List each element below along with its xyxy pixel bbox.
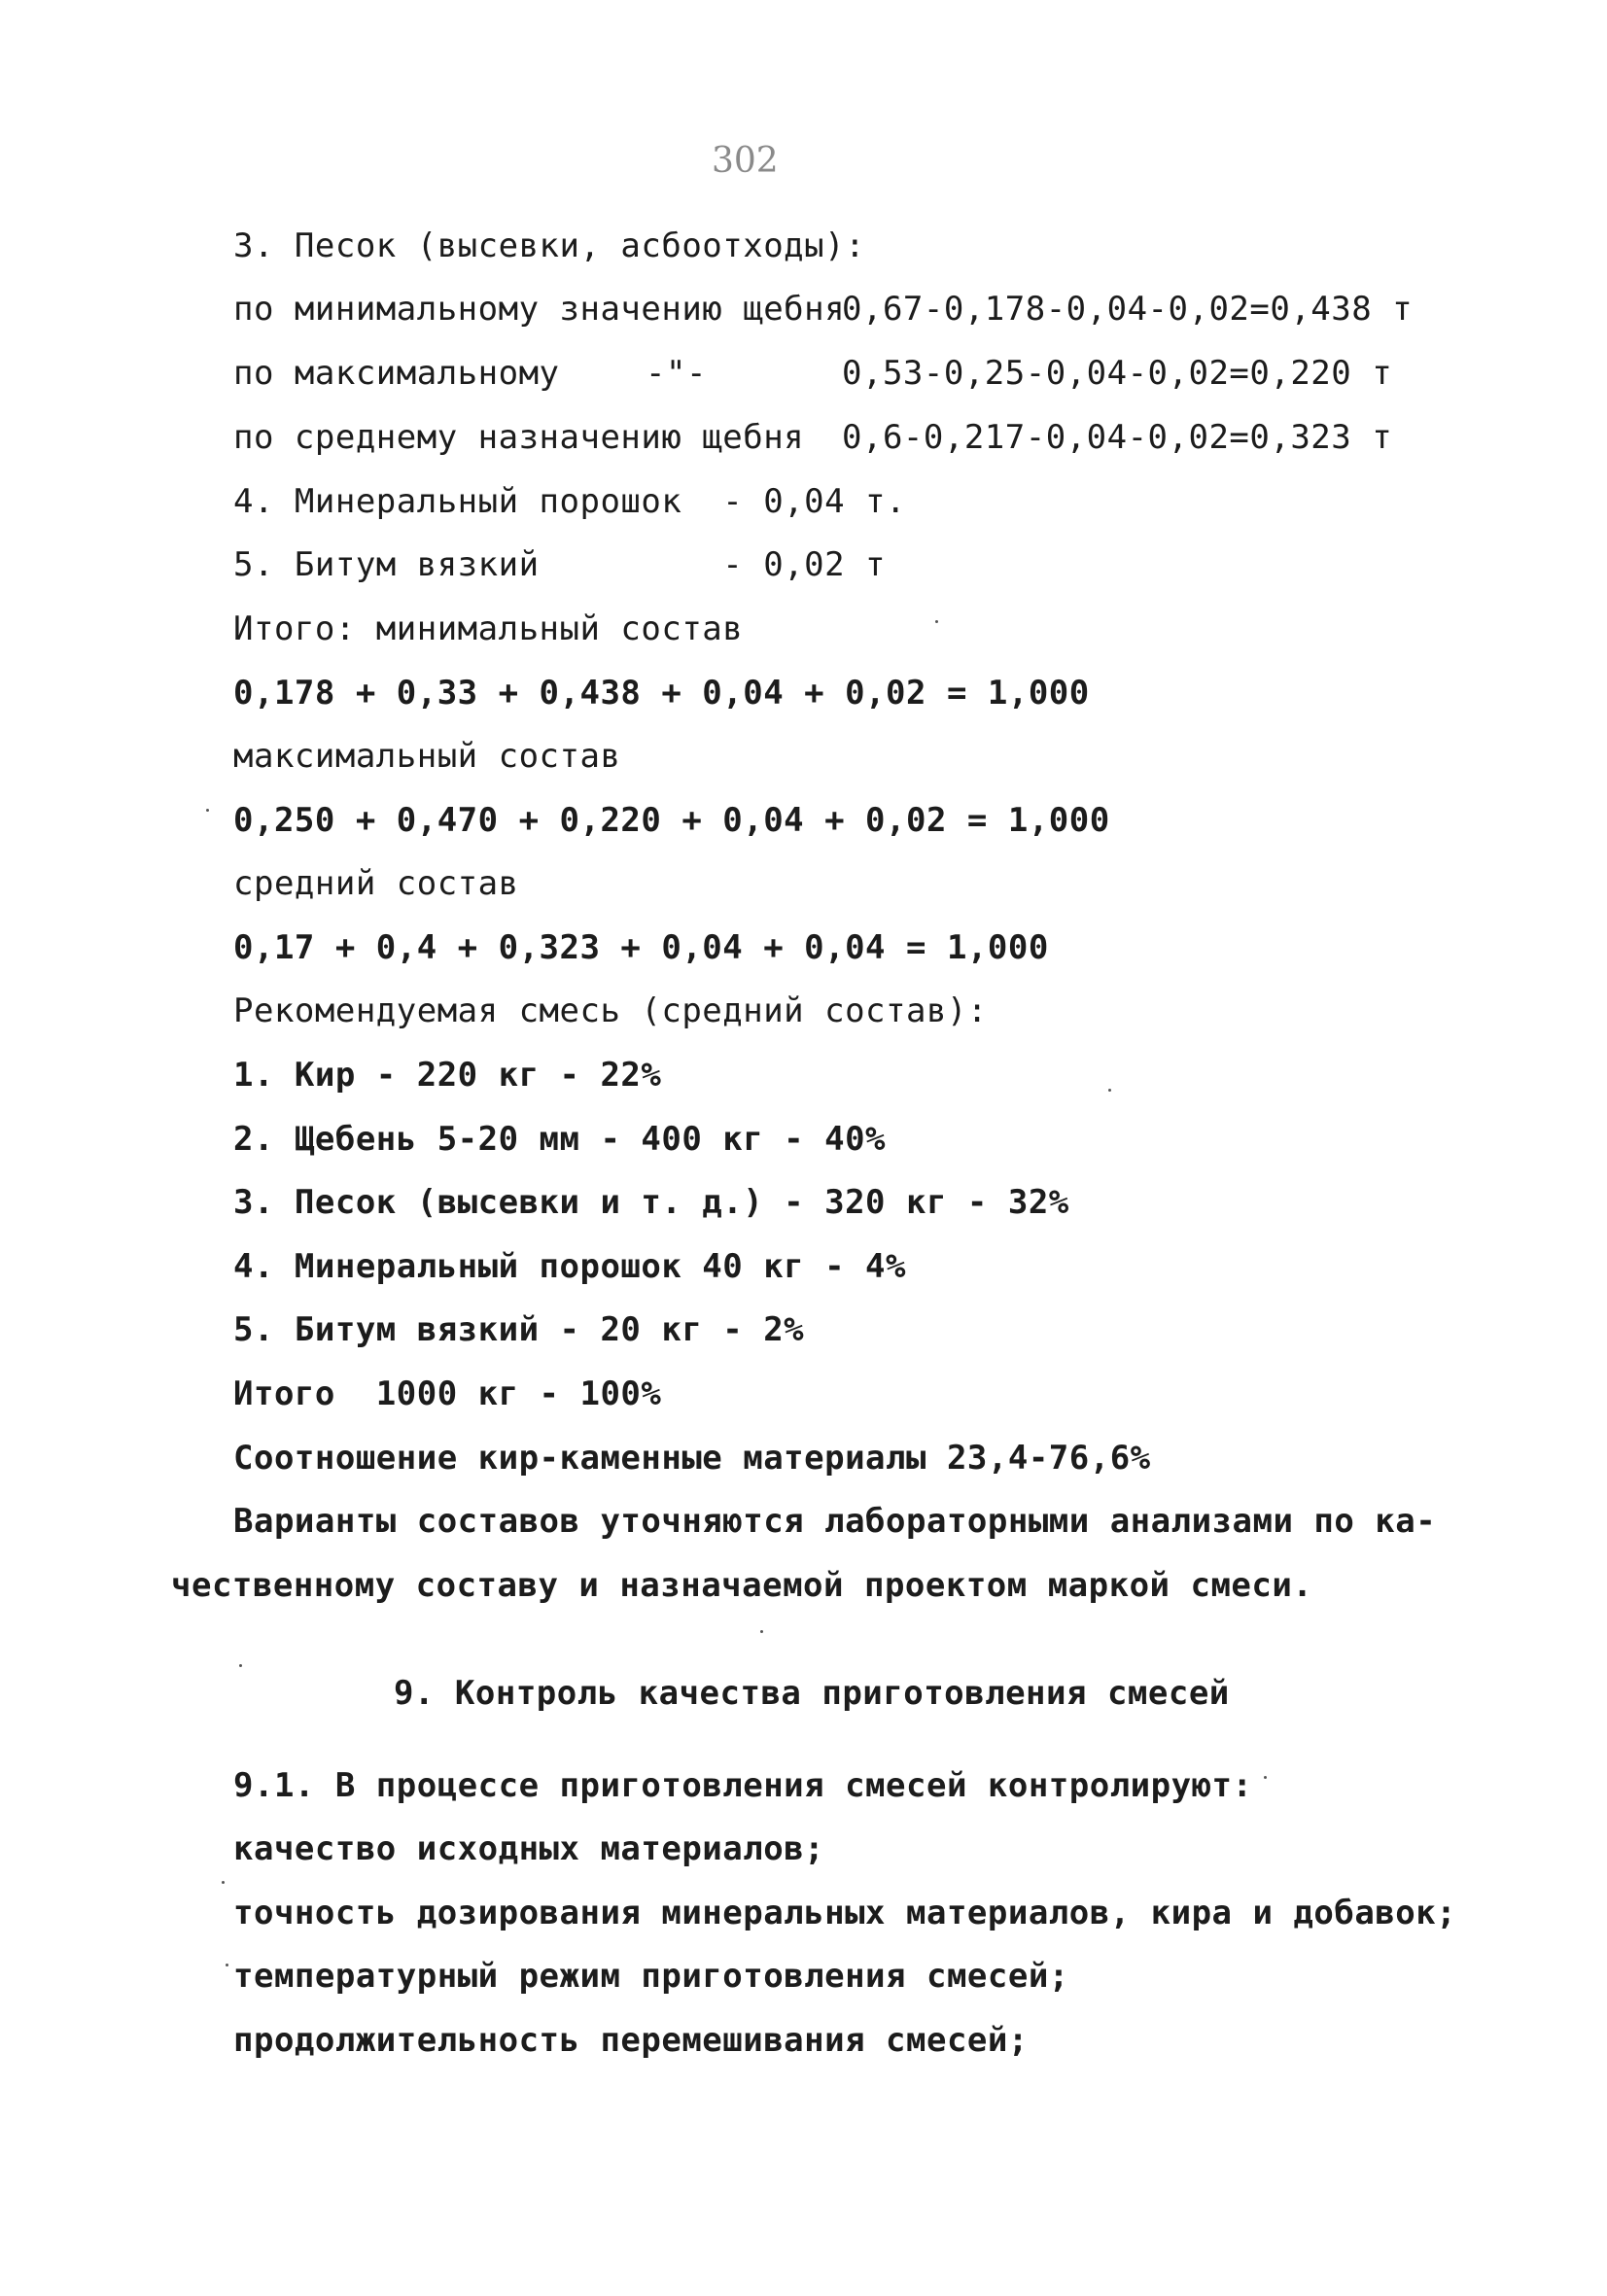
recommended-item: 2. Щебень 5-20 мм - 400 кг - 40% bbox=[233, 1120, 887, 1159]
recommended-note-line1: Варианты составов уточняются лабораторными анализами по ка- bbox=[233, 1502, 1437, 1541]
bitumen-line: 5. Битум вязкий - 0,02 т bbox=[233, 545, 887, 584]
section9-intro: 9.1. В процессе приготовления смесей контролируют: bbox=[233, 1766, 1253, 1805]
recommended-item: 1. Кир - 220 кг - 22% bbox=[233, 1056, 662, 1095]
scan-speck bbox=[1108, 1089, 1111, 1092]
recommended-item: 3. Песок (высевки и т. д.) - 320 кг - 32% bbox=[233, 1183, 1069, 1222]
scan-speck bbox=[222, 1881, 225, 1884]
scan-speck bbox=[239, 1664, 242, 1667]
scan-speck bbox=[935, 620, 938, 623]
recommended-heading: Рекомендуемая смесь (средний состав): bbox=[233, 991, 988, 1030]
sand-avg-label: по среднему назначению щебня bbox=[233, 418, 805, 457]
scan-speck bbox=[206, 809, 209, 812]
powder-line: 4. Минеральный порошок - 0,04 т. bbox=[233, 482, 907, 521]
sand-min-value: 0,67-0,178-0,04-0,02=0,438 т bbox=[842, 290, 1414, 329]
scan-speck bbox=[226, 1964, 228, 1966]
total-avg-formula: 0,17 + 0,4 + 0,323 + 0,04 + 0,04 = 1,000 bbox=[233, 928, 1049, 967]
section9-item: качество исходных материалов; bbox=[233, 1829, 825, 1868]
total-avg-label: средний состав bbox=[233, 864, 519, 903]
sand-min-label: по минимальному значению щебня bbox=[233, 290, 846, 329]
recommended-note-line2: чественному составу и назначаемой проектом маркой смеси. bbox=[171, 1566, 1313, 1605]
sand-heading: 3. Песок (высевки, асбоотходы): bbox=[233, 226, 866, 265]
scan-speck bbox=[1264, 1776, 1267, 1779]
recommended-item: 4. Минеральный порошок 40 кг - 4% bbox=[233, 1247, 907, 1286]
section9-item: температурный режим приготовления смесей; bbox=[233, 1957, 1069, 1996]
recommended-item: 5. Битум вязкий - 20 кг - 2% bbox=[233, 1310, 805, 1349]
recommended-ratio: Соотношение кир-каменные материалы 23,4-76,6% bbox=[233, 1439, 1151, 1478]
total-min-label: Итого: минимальный состав bbox=[233, 609, 744, 648]
page-number: 302 bbox=[712, 141, 779, 181]
section9-item: продолжительность перемешивания смесей; bbox=[233, 2021, 1029, 2060]
section9-title: 9. Контроль качества приготовления смесей bbox=[394, 1674, 1230, 1713]
sand-avg-value: 0,6-0,217-0,04-0,02=0,323 т bbox=[842, 418, 1393, 457]
section9-item: точность дозирования минеральных материалов, кира и добавок; bbox=[233, 1894, 1457, 1932]
sand-max-label: по максимальному bbox=[233, 354, 560, 393]
sand-max-value: 0,53-0,25-0,04-0,02=0,220 т bbox=[842, 354, 1393, 393]
scan-speck bbox=[760, 1630, 763, 1633]
total-max-formula: 0,250 + 0,470 + 0,220 + 0,04 + 0,02 = 1,000 bbox=[233, 801, 1110, 840]
sand-max-ditto: -"- bbox=[646, 354, 707, 393]
total-min-formula: 0,178 + 0,33 + 0,438 + 0,04 + 0,02 = 1,000 bbox=[233, 674, 1090, 713]
recommended-total: Итого 1000 кг - 100% bbox=[233, 1374, 662, 1413]
total-max-label: максимальный состав bbox=[233, 737, 621, 776]
